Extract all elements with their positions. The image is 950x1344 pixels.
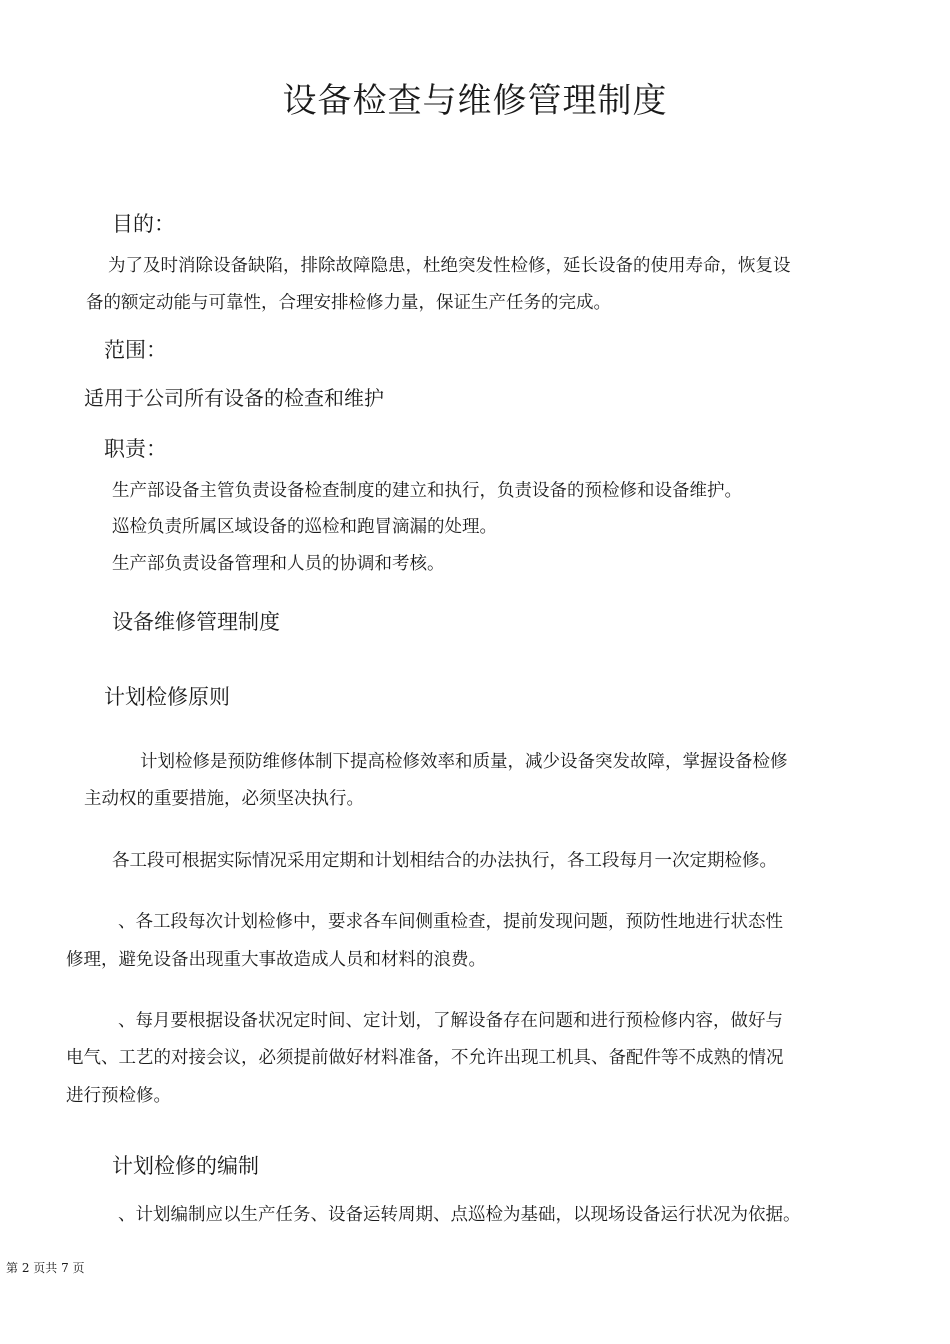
- plan-principle-p3-line-2: 修理，避免设备出现重大事故造成人员和材料的浪费。: [66, 950, 486, 970]
- duties-heading: 职责：: [104, 437, 167, 461]
- page-title: 设备检查与维修管理制度: [282, 81, 668, 121]
- page-footer: 第 2 页共 7 页: [6, 1261, 85, 1275]
- plan-principle-p2: 各工段可根据实际情况采用定期和计划相结合的办法执行，各工段每月一次定期检修。: [112, 851, 777, 871]
- plan-principle-p4-line-2: 电气、工艺的对接会议，必须提前做好材料准备，不允许出现工机具、备配件等不成熟的情况: [66, 1048, 784, 1068]
- plan-principle-p4-line-3: 进行预检修。: [66, 1086, 171, 1106]
- scope-text: 适用于公司所有设备的检查和维护: [84, 386, 384, 410]
- plan-principle-p1-line-1: 计划检修是预防维修体制下提高检修效率和质量，减少设备突发故障，掌握设备检修: [140, 752, 788, 772]
- plan-compile-heading: 计划检修的编制: [112, 1154, 259, 1178]
- duty-item-2: 巡检负责所属区域设备的巡检和跑冒滴漏的处理。: [112, 517, 497, 537]
- purpose-heading: 目的：: [112, 212, 175, 236]
- duty-item-1: 生产部设备主管负责设备检查制度的建立和执行，负责设备的预检修和设备维护。: [112, 481, 742, 501]
- plan-compile-p1: 、计划编制应以生产任务、设备运转周期、点巡检为基础，以现场设备运行状况为依据。: [118, 1205, 801, 1225]
- duty-item-3: 生产部负责设备管理和人员的协调和考核。: [112, 554, 445, 574]
- scope-heading: 范围：: [104, 338, 167, 362]
- purpose-text-line-1: 为了及时消除设备缺陷，排除故障隐患，杜绝突发性检修，延长设备的使用寿命，恢复设: [108, 256, 791, 276]
- plan-principle-p4-line-1: 、每月要根据设备状况定时间、定计划，了解设备存在问题和进行预检修内容，做好与: [118, 1011, 783, 1031]
- plan-principle-p1-line-2: 主动权的重要措施，必须坚决执行。: [84, 789, 364, 809]
- purpose-text-line-2: 备的额定动能与可靠性，合理安排检修力量，保证生产任务的完成。: [86, 293, 611, 313]
- plan-principle-heading: 计划检修原则: [104, 685, 230, 709]
- section-title: 设备维修管理制度: [112, 610, 280, 634]
- plan-principle-p3-line-1: 、各工段每次计划检修中，要求各车间侧重检查，提前发现问题，预防性地进行状态性: [118, 912, 783, 932]
